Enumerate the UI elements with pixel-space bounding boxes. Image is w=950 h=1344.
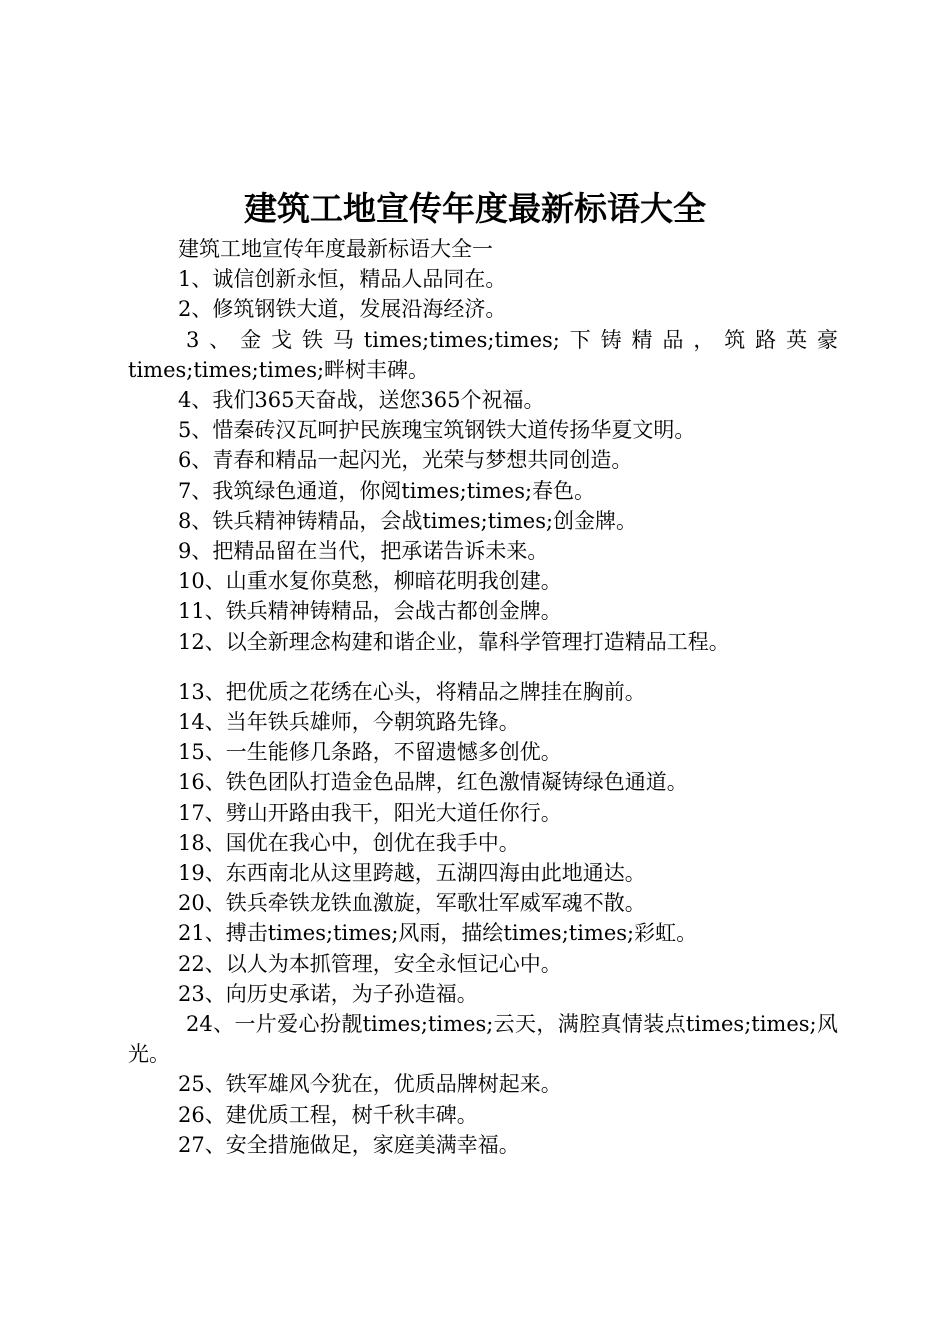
- slogan-line: 22、以人为本抓管理，安全永恒记心中。: [178, 951, 562, 976]
- slogan-line: 12、以全新理念构建和谐企业，靠科学管理打造精品工程。: [178, 629, 730, 654]
- slogan-line: 26、建优质工程，树千秋丰碑。: [178, 1102, 478, 1127]
- slogan-line: 16、铁色团队打造金色品牌，红色激情凝铸绿色通道。: [178, 770, 688, 795]
- slogan-line: 6、青春和精品一起闪光，光荣与梦想共同创造。: [178, 448, 633, 473]
- document-body: [128, 234, 838, 1160]
- slogan-line: 18、国优在我心中，创优在我手中。: [178, 830, 520, 855]
- section-heading: 建筑工地宣传年度最新标语大全一: [178, 237, 493, 261]
- slogan-line: 15、一生能修几条路，不留遗憾多创优。: [178, 740, 562, 765]
- slogan-line: 10、山重水复你莫愁，柳暗花明我创建。: [178, 569, 562, 594]
- slogan-line: 9、把精品留在当代，把承诺告诉未来。: [178, 539, 549, 564]
- slogan-line: 11、铁兵精神铸精品，会战古都创金牌。: [178, 599, 562, 624]
- slogan-line: 5、惜秦砖汉瓦呵护民族瑰宝筑钢铁大道传扬华夏文明。: [178, 418, 696, 443]
- paragraph-gap: [128, 657, 838, 677]
- slogan-line: 7、我筑绿色通道，你阅times;times;春色。: [178, 478, 596, 503]
- slogan-line: 14、当年铁兵雄师，今朝筑路先锋。: [178, 710, 520, 735]
- slogan-line: 25、铁军雄风今犹在，优质品牌树起来。: [178, 1072, 562, 1097]
- slogan-line: 19、东西南北从这里跨越，五湖四海由此地通达。: [178, 861, 646, 886]
- slogan-line: 2、修筑钢铁大道，发展沿海经济。: [178, 297, 507, 322]
- slogan-line: 8、铁兵精神铸精品，会战times;times;创金牌。: [178, 508, 638, 533]
- slogan-line: 4、我们365天奋战，送您365个祝福。: [178, 388, 545, 413]
- slogan-line: 1、诚信创新永恒，精品人品同在。: [178, 267, 507, 292]
- slogan-line: 24、一片爱心扮靓times;times;云天，满腔真情装点times;times;风光。: [128, 1012, 838, 1067]
- slogan-line: 27、安全措施做足，家庭美满幸福。: [178, 1132, 520, 1157]
- slogan-line: 20、铁兵牵铁龙铁血激旋，军歌壮军威军魂不散。: [178, 891, 646, 916]
- slogan-line: 13、把优质之花绣在心头，将精品之牌挂在胸前。: [178, 679, 646, 704]
- slogan-line: 3、金戈铁马times;times;times;下铸精品，筑路英豪times;times;times;畔树丰碑。: [128, 327, 838, 382]
- slogan-line: 21、搏击times;times;风雨，描绘times;times;彩虹。: [178, 921, 698, 946]
- slogan-line: 17、劈山开路由我干，阳光大道任你行。: [178, 800, 562, 825]
- document-title: 建筑工地宣传年度最新标语大全: [244, 189, 706, 228]
- slogan-line: 23、向历史承诺，为子孙造福。: [178, 981, 478, 1006]
